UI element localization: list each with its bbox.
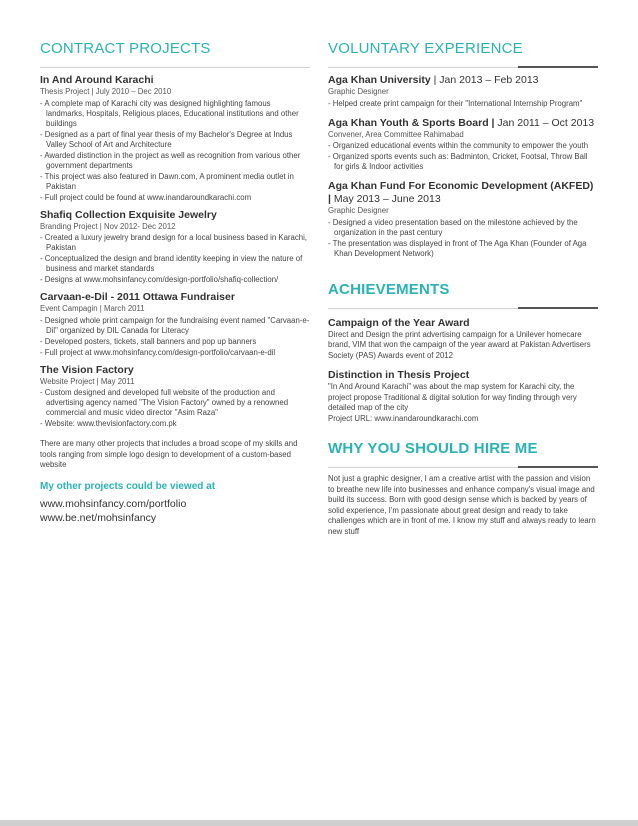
achievement-url: Project URL: www.inandaroundkarachi.com (328, 413, 479, 423)
page-bottom-border (0, 820, 638, 826)
bullet-item: - Developed posters, tickets, stall banners and pop up banners (40, 336, 257, 346)
voluntary-role: Graphic Designer (328, 87, 389, 96)
project-subtitle: Website Project | May 2011 (40, 376, 135, 386)
achievement-title: Distinction in Thesis Project (328, 369, 470, 381)
bullet-item: - Custom designed and developed full website of the production and advertising agency named "The Vision Factory" owned by a renowned commercial and music video director "Asim Raza" (40, 388, 289, 417)
project-title: Carvaan-e-Dil - 2011 Ottawa Fundraiser (40, 291, 235, 303)
project-title: The Vision Factory (40, 363, 134, 376)
project-subtitle: Branding Project | Nov 2012- Dec 2012 (40, 221, 176, 231)
bullet-item: - Website: www.thevisionfactory.com.pk (40, 419, 177, 428)
voluntary-entry (328, 117, 598, 173)
hire-me-heading: WHY YOU SHOULD HIRE ME (328, 440, 538, 457)
voluntary-role: Convener, Area Committee Rahimabad (328, 129, 464, 139)
bullet-item: - A complete map of Karachi city was designed highlighting famous landmarks, Hospitals, Religious places, Educational institutions and other buildings (40, 98, 299, 128)
voluntary-title: Aga Khan University | Jan 2013 – Feb 2013 (328, 74, 539, 86)
voluntary-bullets (328, 99, 598, 109)
project-bullets (40, 233, 310, 285)
project-entry (40, 291, 310, 358)
bullet-item: - Designed whole print campaign for the fundraising event named "Carvaan-e-Dil" organized by DIL Canada for Literacy (40, 315, 310, 335)
voluntary-role: Graphic Designer (328, 206, 389, 215)
bullet-item: - Full project could be found at www.inandaroundkarachi.com (40, 192, 252, 202)
achievements-heading: ACHIEVEMENTS (328, 280, 450, 298)
project-entry (40, 364, 310, 430)
bullet-item: - Awarded distinction in the project as well as recognition from various other government departments (40, 150, 301, 170)
bullet-item: - Organized educational events within the community to empower the youth (328, 141, 589, 150)
achievement-title: Campaign of the Year Award (328, 316, 470, 329)
section-divider (328, 67, 598, 68)
voluntary-entry (328, 74, 598, 109)
bullet-item: - Designed a video presentation based on the milestone achieved by the organization in the past century (328, 217, 578, 237)
hire-me-text: Not just a graphic designer, I am a creative artist with the passion and vision to breathe new life into businesses and enhance company's visual image and build its success. Born with good design sense which is backed by years of solid experience, I'm passionate about great design and ready to take challenges which are in front of me. I know my stuff and always ready to learn new stuff (328, 474, 596, 536)
voluntary-experience-heading: VOLUNTARY EXPERIENCE (328, 40, 523, 57)
voluntary-bullets (328, 141, 598, 172)
project-title: Shafiq Collection Exquisite Jewelry (40, 208, 217, 221)
bullet-item: - This project was also featured in Dawn.com, A prominent media outlet in Pakistan (40, 171, 294, 191)
bullet-item: - The presentation was displayed in front of The Aga Khan (Founder of Aga Khan Development Network) (328, 238, 587, 258)
section-divider (328, 308, 598, 309)
voluntary-bullets (328, 218, 598, 259)
project-subtitle: Event Campagin | March 2011 (40, 304, 145, 313)
section-divider (328, 467, 598, 468)
project-bullets (40, 388, 310, 429)
contract-projects-heading: CONTRACT PROJECTS (40, 40, 211, 57)
bullet-item: - Designs at www.mohsinfancy.com/design-portfolio/shafiq-collection/ (40, 275, 279, 284)
behance-link[interactable]: www.be.net/mohsinfancy (40, 511, 157, 524)
voluntary-title: Aga Khan Fund For Economic Development (AKFED) | May 2013 – June 2013 (328, 180, 594, 205)
voluntary-entry (328, 180, 598, 259)
project-bullets (40, 316, 310, 358)
bullet-item: - Helped create print campaign for their "International Internship Program" (328, 98, 583, 108)
project-entry (40, 74, 310, 203)
contract-projects-column (40, 40, 310, 525)
project-title: In And Around Karachi (40, 74, 154, 86)
other-projects-heading: My other projects could be viewed at (40, 480, 216, 492)
section-divider (40, 67, 310, 68)
achievement-text: Direct and Design the print advertising campaign for a Unilever homecare brand, VIM that won the campaign of the year award at Pakistan Advertisers Society (PAS) Awards event of 2012 (328, 329, 591, 360)
project-entry (40, 209, 310, 286)
voluntary-title: Aga Khan Youth & Sports Board | Jan 2011 – Oct 2013 (328, 116, 595, 129)
project-subtitle: Thesis Project | July 2010 – Dec 2010 (40, 87, 172, 96)
bullet-item: - Conceptualized the design and brand identity keeping in view the nature of business and market standards (40, 254, 303, 273)
bullet-item: - Designed as a part of final year thesis of my Bachelor's Degree at Indus Valley School of Art and Architecture (40, 129, 293, 149)
right-column (328, 40, 598, 537)
bullet-item: - Organized sports events such as: Badminton, Cricket, Footsal, Throw Ball for girls & Indoor activities (328, 152, 588, 171)
portfolio-link[interactable]: www.mohsinfancy.com/portfolio (40, 497, 187, 510)
project-bullets (40, 99, 310, 203)
bullet-item: - Created a luxury jewelry brand design for a local business based in Karachi, Pakistan (40, 233, 307, 252)
achievement-text: "In And Around Karachi" was about the map system for Karachi city, the project propose Traditional & digital solution for way finding through very detailed map of the city (328, 382, 577, 412)
other-projects-text: There are many other projects that includes a broad scope of my skills and tools ranging from simple logo design to development of a custom-based website (40, 439, 298, 469)
bullet-item: - Full project at www.mohsinfancy.com/design-portfolio/carvaan-e-dil (40, 347, 276, 357)
